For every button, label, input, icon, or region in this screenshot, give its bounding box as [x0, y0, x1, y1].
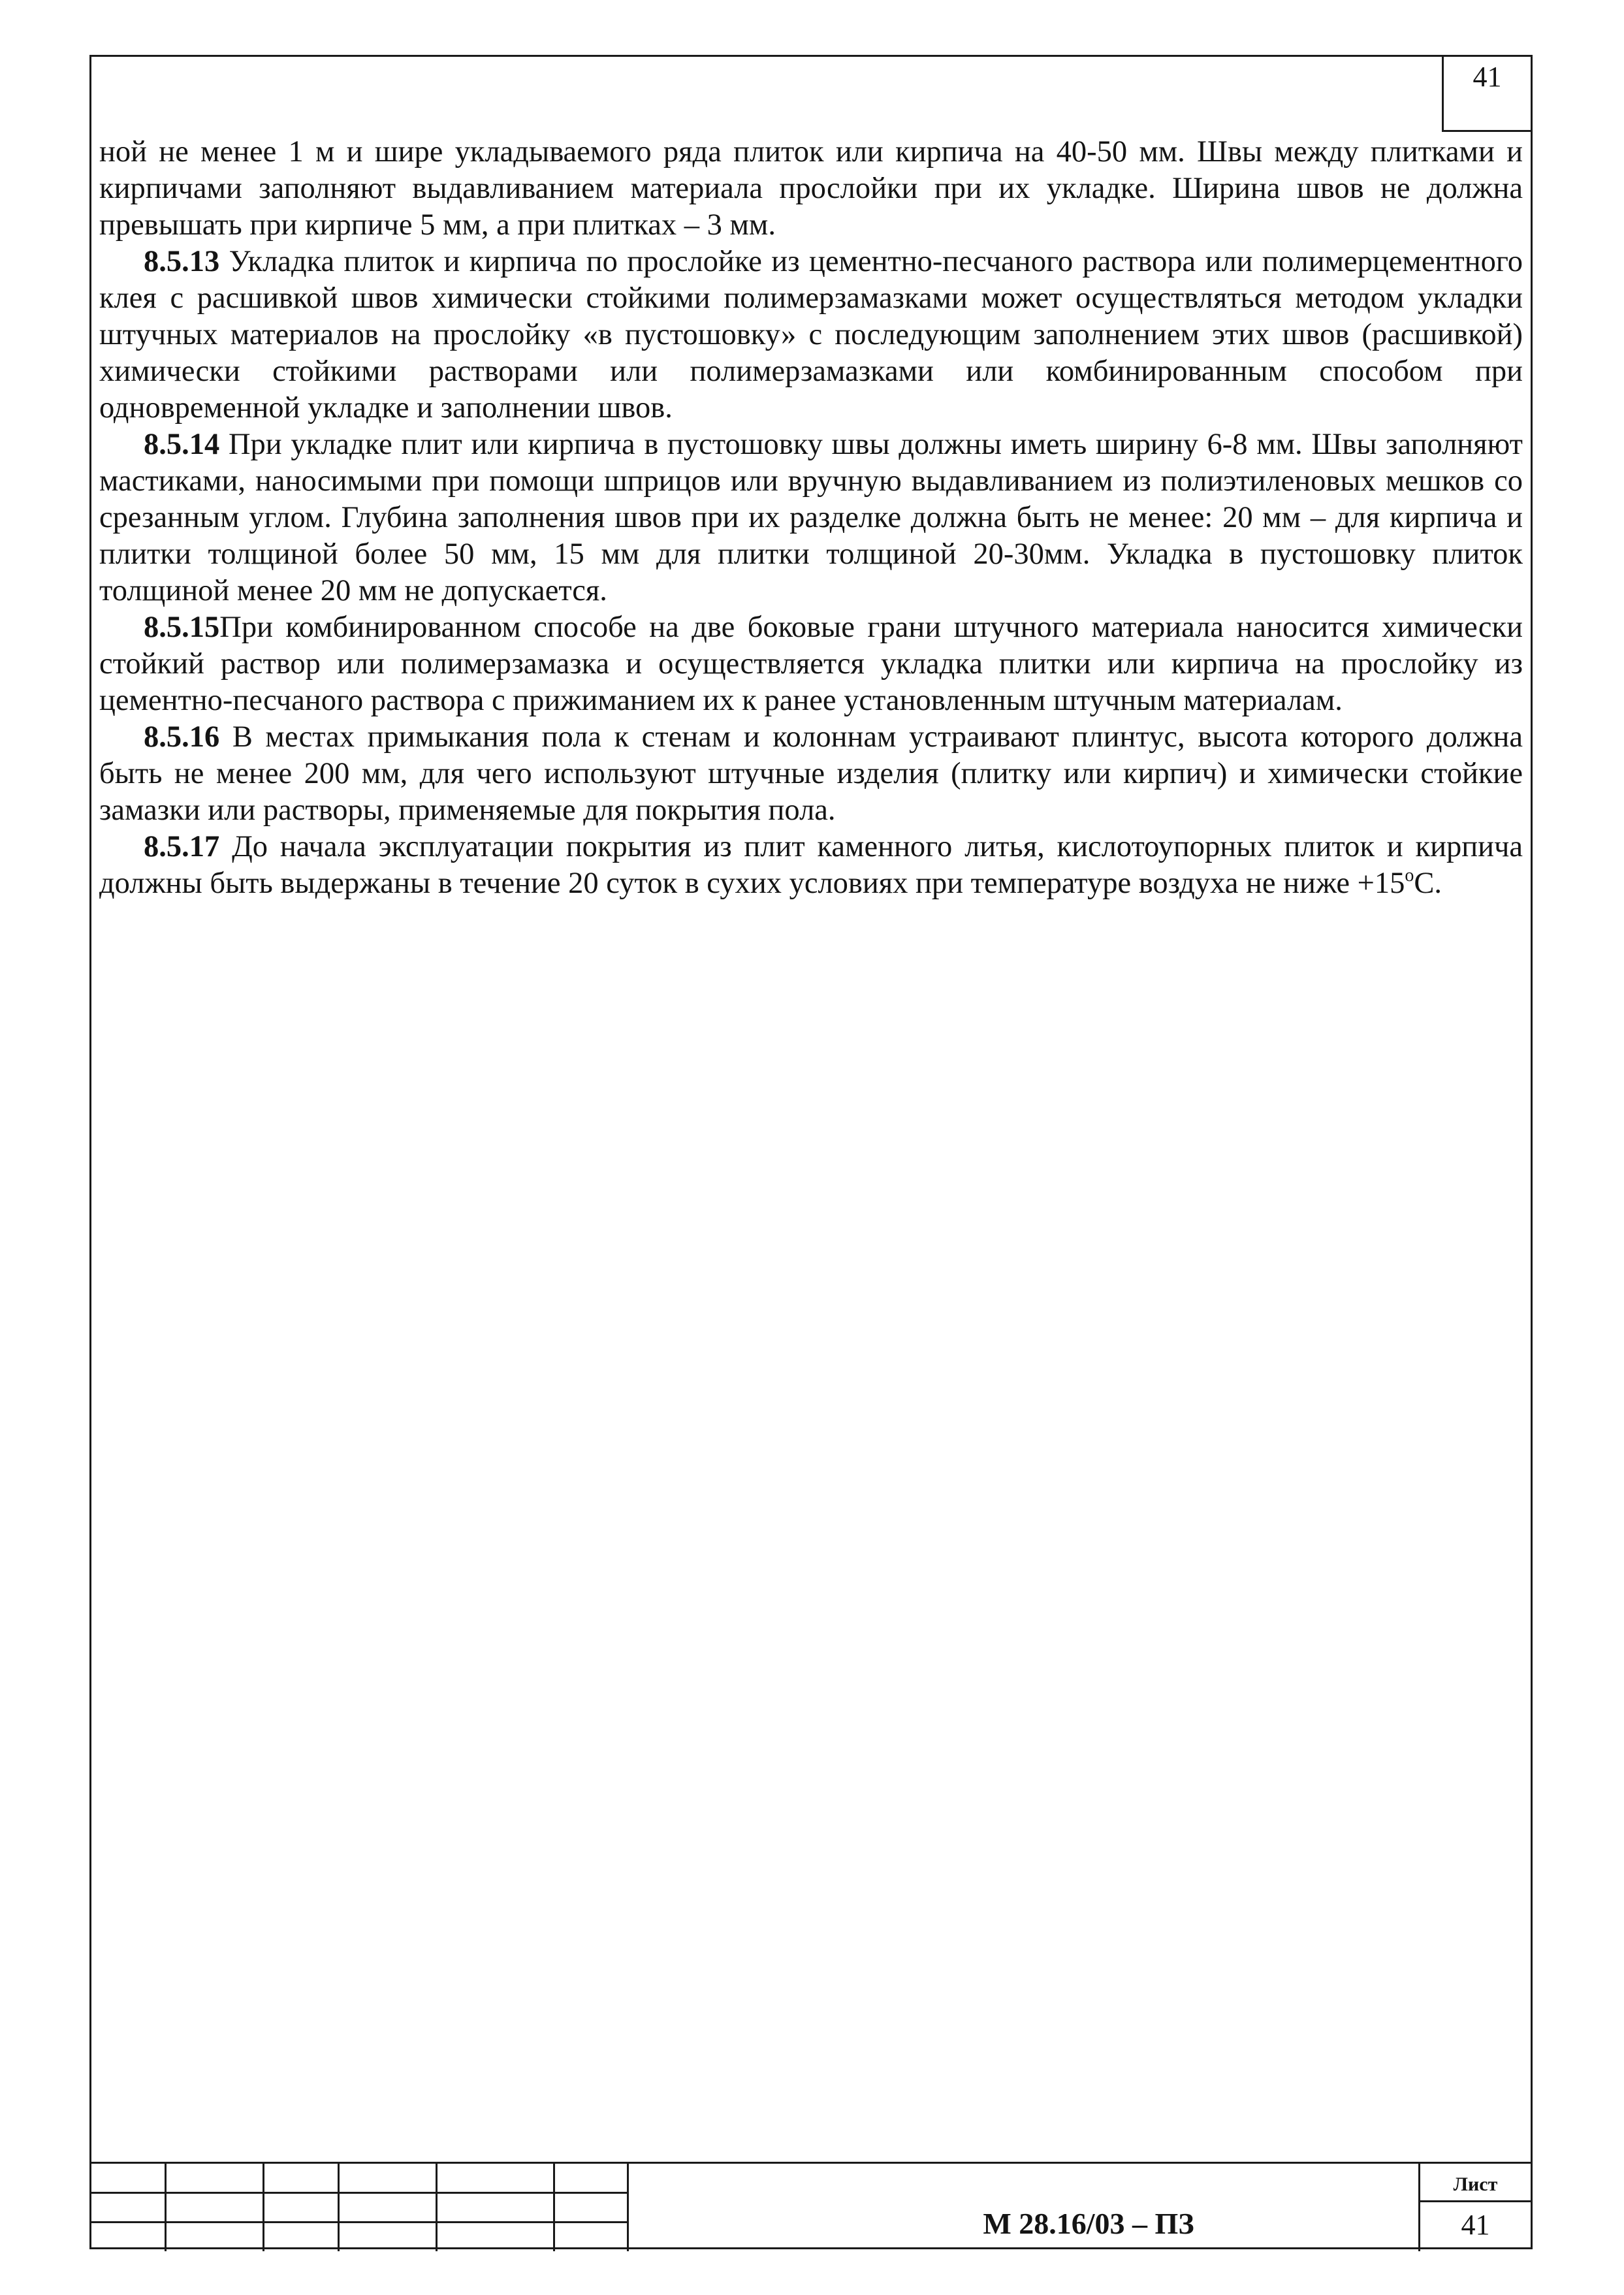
stamp-divider	[553, 2164, 555, 2251]
stamp-divider	[436, 2164, 438, 2251]
paragraph-text: ной не менее 1 м и шире укладываемого ряда плиток или кирпича на 40-50 мм. Швы между плитками и кирпичами заполняют выдавливанием материала прослойки при их укладке. Ширина швов не должна превышать при кирпиче 5 мм, а при плитках – 3 мм.	[99, 135, 1523, 242]
page-number-box	[1442, 55, 1533, 132]
sheet-label: Лист	[1453, 2174, 1498, 2195]
paragraph-continuation	[99, 134, 1523, 244]
stamp-row-line	[89, 2192, 627, 2194]
stamp-row-line	[89, 2221, 627, 2223]
paragraph-text-end: С.	[1414, 867, 1442, 900]
document-body	[99, 134, 1523, 902]
stamp-row-line	[1418, 2200, 1533, 2202]
stamp-divider	[263, 2164, 264, 2251]
paragraph-text: При комбинированном способе на две боковые грани штучного материала наносится химически стойкий раствор или полимерзамазка и осуществляется укладка плитки или кирпича на прослойку из цементно-песчаного раствора с прижиманием их к ранее установленным штучным материалам.	[99, 611, 1523, 717]
degree-superscript: o	[1405, 865, 1414, 886]
paragraph-text: В местах примыкания пола к стенам и колоннам устраивают плинтус, высота которого должна быть не менее 200 мм, для чего используют штучные изделия (плитку или кирпич) и химически стойкие замазки или растворы, применяемые для покрытия пола.	[99, 720, 1523, 827]
sheet-number: 41	[1461, 2209, 1490, 2241]
paragraph-8-5-17	[99, 829, 1523, 902]
paragraph-8-5-13	[99, 244, 1523, 426]
paragraph-number: 8.5.15	[144, 611, 220, 644]
paragraph-8-5-15	[99, 609, 1523, 719]
paragraph-8-5-16	[99, 719, 1523, 829]
stamp-divider	[338, 2164, 340, 2251]
paragraph-text: До начала эксплуатации покрытия из плит каменного литья, кислотоупорных плиток и кирпича должны быть выдержаны в течение 20 суток в сухих условиях при температуре воздуха не ниже +15	[99, 830, 1523, 900]
paragraph-number: 8.5.16	[144, 720, 220, 754]
page-number: 41	[1473, 61, 1502, 93]
stamp-divider	[165, 2164, 167, 2251]
paragraph-text: Укладка плиток и кирпича по прослойке из цементно-песчаного раствора или полимерцементного клея с расшивкой швов химически стойкими полимерзамазками может осуществляться методом укладки штучных материалов на прослойку «в пустошовку» с последующим заполнением этих швов (расшивкой) химически стойкими растворами или полимерзамазками или комбинированным способом при одновременной укладке и заполнении швов.	[99, 245, 1523, 425]
stamp-divider	[627, 2164, 629, 2251]
paragraph-number: 8.5.14	[144, 428, 220, 461]
paragraph-text: При укладке плит или кирпича в пустошовку швы должны иметь ширину 6-8 мм. Швы заполняют мастиками, наносимыми при помощи шприцов или вручную выдавливанием из полиэтиленовых мешков со срезанным углом. Глубина заполнения швов при их разделке должна быть не менее: 20 мм – для кирпича и плитки толщиной более 50 мм, 15 мм для плитки толщиной 20-30мм. Укладка в пустошовку плиток толщиной менее 20 мм не допускается.	[99, 428, 1523, 607]
paragraph-number: 8.5.13	[144, 245, 220, 278]
title-block	[89, 2162, 1533, 2249]
paragraph-8-5-14	[99, 426, 1523, 609]
paragraph-number: 8.5.17	[144, 830, 220, 863]
document-code: М 28.16/03 – ПЗ	[983, 2207, 1194, 2240]
